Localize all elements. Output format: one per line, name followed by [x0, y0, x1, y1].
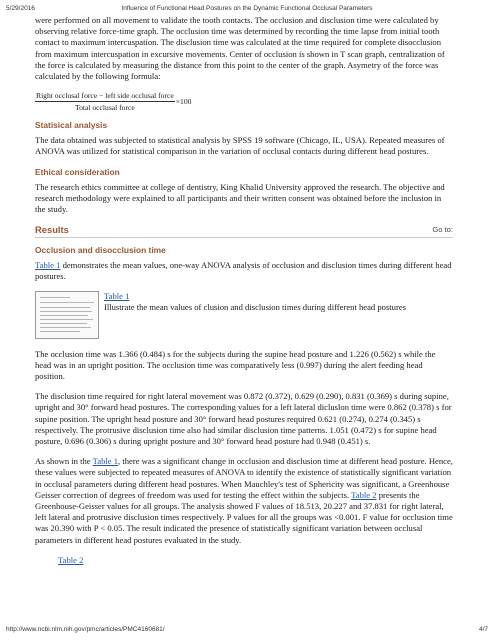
print-date: 5/29/2016	[6, 5, 35, 12]
table2-link[interactable]: Table 2	[58, 554, 84, 565]
table1-reference	[35, 291, 453, 339]
print-title: Influence of Functional Head Postures on the Dynamic Functional Occlusal Parameters	[121, 5, 373, 12]
formula-multiplier: ×100	[175, 97, 192, 107]
occlusion-time-paragraph: The occlusion time was 1.366 (0.484) s for the subjects during the supine head posture and 1.226 (0.562) s while the head was in an upright position. The occlusion time was comparatively less (0.997) during the alert feeding head position.	[35, 348, 436, 382]
table1-thumbnail[interactable]	[35, 291, 99, 339]
occlusion-heading: Occlusion and disocclusion time	[35, 245, 166, 256]
occlusion-intro-text: demonstrates the mean values, one-way ANOVA analysis of occlusion and disclusion times during different head postures.	[35, 260, 452, 282]
print-header	[6, 5, 488, 14]
ethical-consideration-text: The research ethics committee at college of dentistry, King Khalid University approved the research. The objective and research methodology were explained to all participants and their written consent was obtained before the inclusion in the study.	[35, 181, 445, 215]
table1-link[interactable]: Table 1	[35, 260, 61, 271]
table2-reference	[58, 555, 453, 566]
results-heading: Results	[35, 224, 69, 236]
statistical-analysis-heading: Statisical analysis	[35, 120, 108, 131]
formula-denominator: Total occlusal force	[74, 103, 135, 113]
ethical-consideration-heading: Ethical consideration	[35, 166, 120, 177]
article-content	[35, 15, 453, 566]
anova-table1-link[interactable]: Table 1	[92, 456, 119, 467]
table1-caption-block	[104, 291, 406, 339]
intro-paragraph: were performed on all movement to validate the tooth contacts. The occlusion and disclusion time were calculated by observing relative force-time graph. The occlusion time was determined by recording the time lapse from initial tooth contact to maximum intercuspation. The disclusion time was calculated at the time required for complete disocclusion from maximum intercuspation in excursive movements. Center of occlusion is shown in T scan graph, centralization of the force is calculated by measuring the distance from this point to the center of the graph. Asymetry of the force was calculated by the following formula:	[35, 15, 445, 82]
table1-caption: Illustrate the mean values of clusion and disclusion times during different head postures	[104, 301, 406, 312]
goto-link[interactable]: Go to:	[432, 225, 453, 235]
anova-text-b: , there was a significant change in occlusion and disclusion time at different head posture. Hence, these values were subjected to repeated measures of ANOVA to identify the existence of statistically significant variation in occlusal parameters during different head postures. When Mauchley's test of Sphericity was significant, a Greenhouse Geisser correction of degrees of freedom was used for testing the effect within the subjects.	[35, 456, 453, 500]
print-footer	[6, 626, 488, 635]
anova-text-c: presents the Greenhouse-Geisser values for all groups. The analysis showed F values of 18.513, 20.227 and 37.831 for right lateral, left lateral and protrusive disclusion times respectively. P values for all the groups was <0.001. F value for occlusion time was 20.390 with P < 0.05. The result indicated the presence of statistically significant variation between occlusal parameters in different head postures evaluated in the study.	[35, 489, 453, 545]
disclusion-time-paragraph: The disclusion time required for right lateral movement was 0.872 (0.372), 0.629 (0.290), 0.831 (0.369) s during supine, upright and 30° forward head postures. The corresponding values for a left lateral dicluslon time were 0.862 (0.378) s for supine position. The upright head posture and 30° forward head postures required 0.621 (0.274), 0.274 (0.345) s respectively. The protrusive disclusion time also had similar disclusion time patterns. 1.051 (0.472) s for supine head posture, 0.696 (0.306) s during upright posture and 30° forward head posture had 0.948 (0.451) s.	[35, 391, 452, 447]
anova-table2-link[interactable]: Table 2	[351, 489, 377, 500]
table1-caption-link[interactable]: Table 1	[104, 290, 130, 301]
page-url: http://www.ncbi.nlm.nih.gov/pmc/articles/PMC4160681/	[6, 626, 165, 633]
occlusion-intro-paragraph	[35, 260, 453, 282]
asymmetry-formula	[35, 91, 453, 112]
statistical-analysis-text: The data obtained was subjected to statistical analysis by SPSS 19 software (Chicago, IL, USA). Repeated measures of ANOVA was utilized for statistical comparison in the variation of occlusal contacts during different head postures.	[35, 135, 445, 157]
anova-text-a: As shown in the	[35, 456, 93, 467]
page-number: 4/7	[478, 626, 488, 633]
formula-fraction	[35, 91, 175, 112]
results-section-bar	[35, 224, 453, 238]
formula-numerator: Right occlusal force − left side occlusal force	[36, 91, 174, 101]
anova-paragraph	[35, 456, 453, 546]
